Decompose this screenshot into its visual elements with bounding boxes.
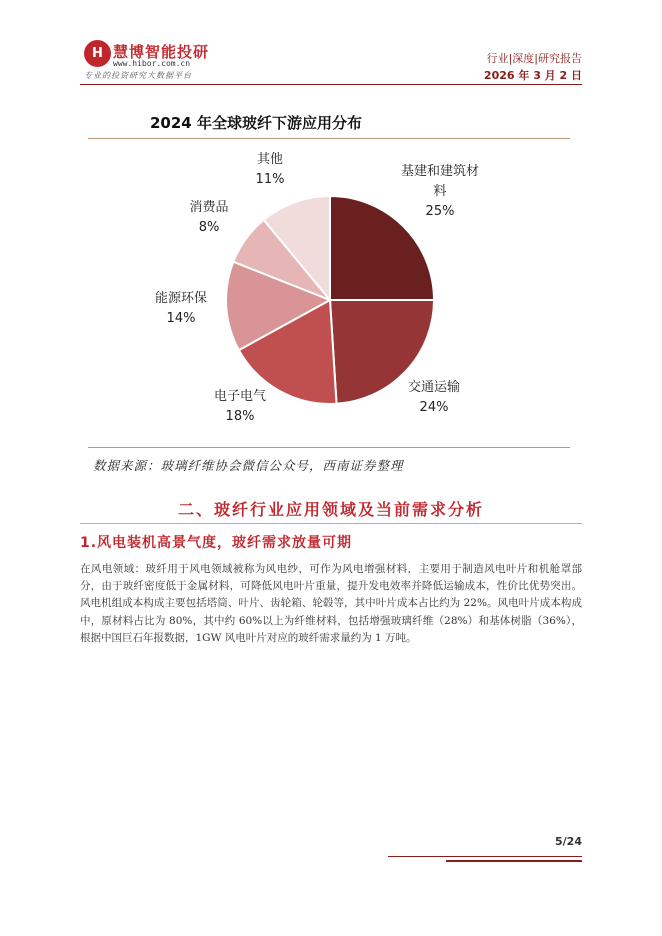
section-title: 二、玻纤行业应用领域及当前需求分析	[177, 500, 484, 519]
section-divider	[80, 523, 582, 524]
pie-label-consumer-name: 消费品	[189, 200, 229, 215]
pie-label-consumer	[176, 198, 242, 238]
page-number: 5/24	[555, 835, 582, 848]
brand-name: 慧博智能投研	[113, 43, 210, 61]
pie-label-construction-name: 基建和建筑材料	[400, 164, 479, 199]
pie-label-other	[244, 150, 296, 190]
pie-label-transport	[400, 378, 468, 418]
brand-domain: www.hibor.com.cn	[113, 59, 191, 68]
pie-label-other-name: 其他	[256, 152, 283, 167]
pie-label-consumer-value: 8%	[198, 220, 220, 235]
footer-rule-thin	[388, 856, 582, 857]
figure-bottom-rule	[88, 447, 570, 448]
report-category: 行业|深度|研究报告	[486, 52, 582, 65]
pie-label-other-value: 11%	[255, 172, 285, 187]
pie-label-electronics-name: 电子电气	[213, 389, 266, 404]
pie-label-energy-value: 14%	[166, 311, 196, 326]
header-divider	[80, 84, 582, 85]
figure-title: 2024 年全球玻纤下游应用分布	[150, 114, 362, 132]
pie-label-electronics-value: 18%	[225, 409, 255, 424]
subsection-title: 1.风电装机高景气度，玻纤需求放量可期	[80, 535, 353, 551]
pie-label-construction-value: 25%	[425, 204, 455, 219]
pie-label-electronics	[200, 387, 280, 427]
pie-label-transport-name: 交通运输	[407, 380, 460, 395]
report-date: 2026 年 3 月 2 日	[483, 69, 582, 82]
footer-rule-thick	[446, 860, 582, 862]
pie-label-energy-name: 能源环保	[154, 291, 207, 306]
brand-slogan: 专业的投资研究大数据平台	[84, 71, 192, 80]
figure-source: 数据来源：玻璃纤维协会微信公众号，西南证券整理	[93, 458, 404, 473]
logo-icon: H	[84, 40, 111, 67]
pie-label-transport-value: 24%	[419, 400, 449, 415]
body-paragraph: 在风电领域：玻纤用于风电领域被称为风电纱，可作为风电增强材料，主要用于制造风电叶片和机舱罩部分，由于玻纤密度低于金属材料，可降低风电叶片重量，提升发电效率并降低运输成本，性价比优势突出。风电机组成本构成主要包括塔筒、叶片、齿轮箱、轮毂等，其中叶片成本占比约为 22%。风电叶片成本构成中，原材料占比为 80%，其中约 60%以上为纤维材料，包括增强玻璃纤维（28%）和基体树脂（36%），根据中国巨石年报数据，1GW 风电叶片对应的玻纤需求量约为 1 万吨。	[80, 563, 582, 644]
pie-label-construction	[398, 162, 482, 222]
pie-label-energy	[140, 289, 222, 329]
figure-top-rule	[88, 138, 570, 139]
